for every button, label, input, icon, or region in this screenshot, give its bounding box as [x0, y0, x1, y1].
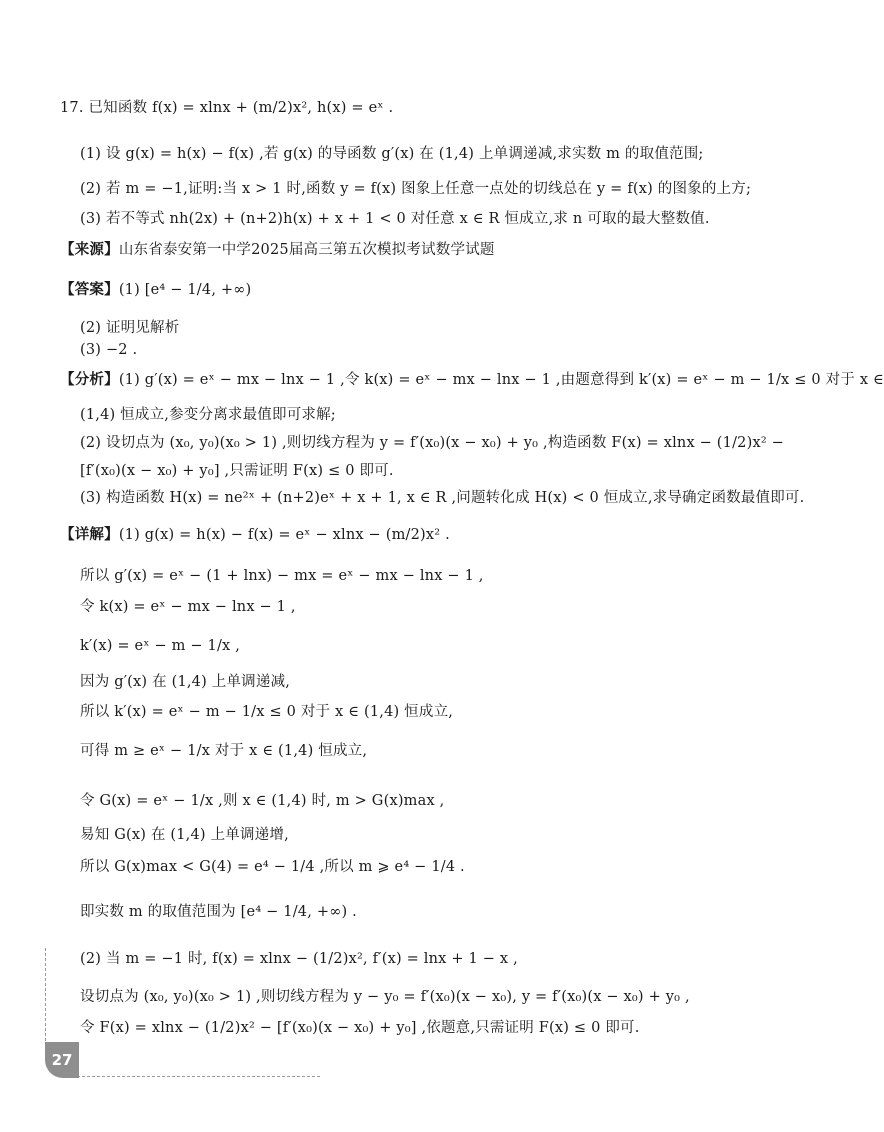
detail-line-6: 所以 k′(x) = eˣ − m − 1/x ≤ 0 对于 x ∈ (1,4) 恒成立, — [80, 704, 454, 720]
source-line — [60, 240, 495, 260]
detail-line-10: 所以 G(x)max < G(4) = e⁴ − 1/4 ,所以 m ⩾ e⁴ − 1/4 . — [80, 859, 465, 875]
detail-line-4: k′(x) = eˣ − m − 1/x , — [80, 638, 241, 654]
detail-line-11: 即实数 m 的取值范围为 [e⁴ − 1/4, +∞) . — [80, 904, 357, 920]
detail-line-3: 令 k(x) = eˣ − mx − lnx − 1 , — [80, 599, 296, 615]
detail-line-1 — [60, 525, 450, 545]
answer-1: (1) [e⁴ − 1/4, +∞) — [118, 282, 252, 298]
analysis-tag: 【分析】 — [60, 371, 119, 388]
detail-line-14: 令 F(x) = xlnx − (1/2)x² − [f′(x₀)(x − x₀) + y₀] ,依题意,只需证明 F(x) ≤ 0 即可. — [80, 1020, 640, 1036]
page-number: 27 — [45, 1042, 79, 1078]
problem-part3: (3) 若不等式 nh(2x) + (n+2)h(x) + x + 1 < 0 对任意 x ∈ R 恒成立,求 n 可取的最大整数值. — [80, 211, 710, 227]
answer-line — [60, 280, 251, 300]
detail-line-8: 令 G(x) = eˣ − 1/x ,则 x ∈ (1,4) 时, m > G(x)max , — [80, 793, 445, 809]
detail-l1: (1) g(x) = h(x) − f(x) = eˣ − xlnx − (m/2)x² . — [118, 527, 450, 543]
page-frame-dashed-vertical — [45, 948, 46, 1056]
analysis-l1: (1) g′(x) = eˣ − mx − lnx − 1 ,令 k(x) = eˣ − mx − lnx − 1 ,由题意得到 k′(x) = eˣ − m − 1/x ≤ 0 对于 x ∈ — [118, 372, 884, 388]
problem-part1: (1) 设 g(x) = h(x) − f(x) ,若 g(x) 的导函数 g′(x) 在 (1,4) 上单调递减,求实数 m 的取值范围; — [80, 146, 704, 162]
detail-line-5: 因为 g′(x) 在 (1,4) 上单调递减, — [80, 674, 291, 690]
answer-2: (2) 证明见解析 — [80, 320, 180, 336]
detail-tag: 【详解】 — [60, 526, 119, 543]
detail-line-9: 易知 G(x) 在 (1,4) 上单调递增, — [80, 827, 289, 843]
analysis-line-3: (2) 设切点为 (x₀, y₀)(x₀ > 1) ,则切线方程为 y = f′(x₀)(x − x₀) + y₀ ,构造函数 F(x) = xlnx − (1/2)x² − — [80, 435, 784, 451]
analysis-line-1 — [60, 370, 884, 390]
problem-stem: 17. 已知函数 f(x) = xlnx + (m/2)x², h(x) = eˣ . — [60, 100, 394, 116]
source-text: 山东省泰安第一中学2025届高三第五次模拟考试数学试题 — [118, 242, 495, 258]
analysis-line-5: (3) 构造函数 H(x) = ne²ˣ + (n+2)eˣ + x + 1, x ∈ R ,问题转化成 H(x) < 0 恒成立,求导确定函数最值即可. — [80, 490, 805, 506]
page-frame-dashed-horizontal — [72, 1076, 320, 1077]
answer-tag: 【答案】 — [60, 281, 119, 298]
source-tag: 【来源】 — [60, 241, 119, 258]
detail-line-12: (2) 当 m = −1 时, f(x) = xlnx − (1/2)x², f′(x) = lnx + 1 − x , — [80, 951, 518, 967]
answer-3: (3) −2 . — [80, 342, 138, 358]
detail-line-13: 设切点为 (x₀, y₀)(x₀ > 1) ,则切线方程为 y − y₀ = f′(x₀)(x − x₀), y = f′(x₀)(x − x₀) + y₀ , — [80, 989, 690, 1005]
detail-line-2: 所以 g′(x) = eˣ − (1 + lnx) − mx = eˣ − mx − lnx − 1 , — [80, 568, 484, 584]
problem-part2: (2) 若 m = −1,证明:当 x > 1 时,函数 y = f(x) 图象上任意一点处的切线总在 y = f(x) 的图象的上方; — [80, 181, 752, 197]
detail-line-7: 可得 m ≥ eˣ − 1/x 对于 x ∈ (1,4) 恒成立, — [80, 743, 368, 759]
analysis-line-4: [f′(x₀)(x − x₀) + y₀] ,只需证明 F(x) ≤ 0 即可. — [80, 463, 394, 479]
analysis-line-2: (1,4) 恒成立,参变分离求最值即可求解; — [80, 407, 336, 423]
